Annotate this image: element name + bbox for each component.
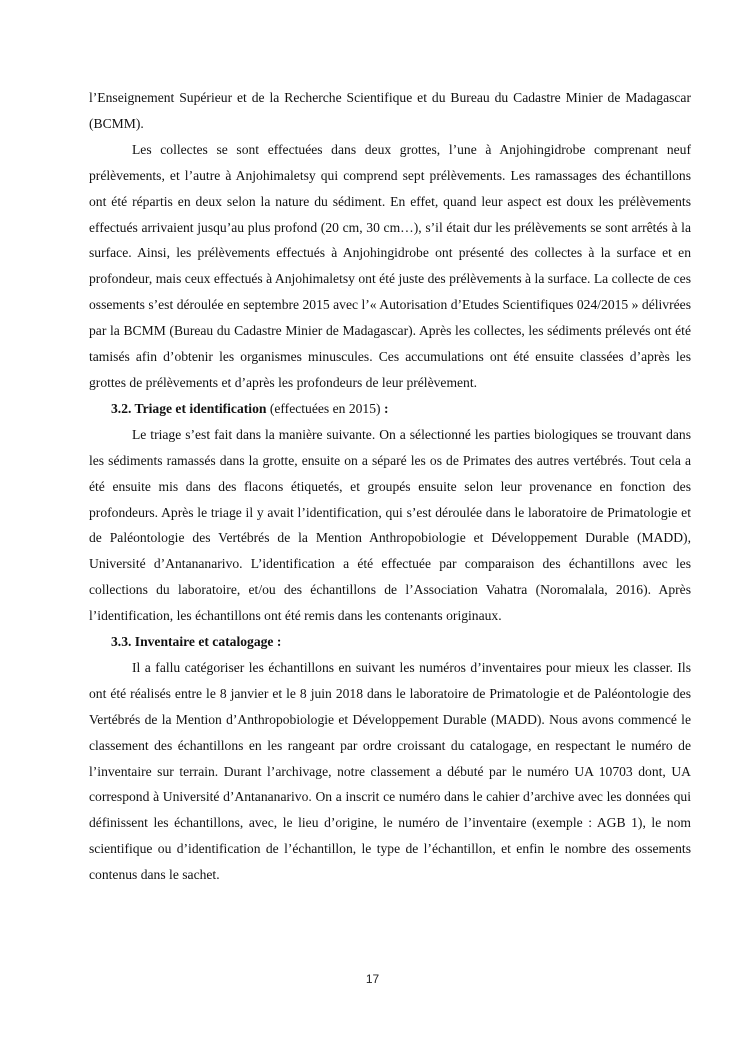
page-number: 17 — [365, 972, 380, 986]
section-heading-3-2-title: 3.2. Triage et identification — [111, 400, 267, 416]
paragraph-inventaire: Il a fallu catégoriser les échantillons en suivant les numéros d’inventaires pour mieux les classer. Ils ont été réalisés entre le 8 janvier et le 8 juin 2018 dans le laboratoire de Primatologie et de Paléontologie des Vertébrés de la Mention d’Anthropobiologie et Développement Durable (MADD). Nous avons commencé le classement des échantillons en les rangeant par ordre croissant du catalogage, en respectant le numéro de l’inventaire sur terrain. Durant l’archivage, notre classement a débuté par le numéro UA 10703 dont, UA correspond à Université d’Antananarivo. On a inscrit ce numéro dans le cahier d’archive avec les données qui définissent les échantillons, avec, le lieu d’origine, le numéro de l’inventaire (exemple : AGB 1), le nom scientifique ou d’identification de l’échantillon, le type de l’échantillon, et enfin le nombre des ossements contenus dans le sachet. — [89, 659, 691, 883]
paragraph-collectes: Les collectes se sont effectuées dans deux grottes, l’une à Anjohingidrobe comprenant neuf prélèvements, et l’autre à Anjohimaletsy qui comprend sept prélèvements. Les ramassages des échantillons ont été répartis en deux selon la nature du sédiment. En effet, quand leur aspect est doux les prélèvements effectués arrivaient jusqu’au plus profond (20 cm, 30 cm…), s’il était dur les prélèvements se sont arrêtés à la surface. Ainsi, les prélèvements effectués à Anjohingidrobe ont présenté des collectes à la surface et en profondeur, mais ceux effectués à Anjohimaletsy ont été juste des prélèvements à la surface. La collecte de ces ossements s’est déroulée en septembre 2015 avec l’« Autorisation d’Etudes Scientifiques 024/2015 » délivrées par la BCMM (Bureau du Cadastre Minier de Madagascar). Après les collectes, les sédiments prélevés ont été tamisés afin d’obtenir les organismes minuscules. Ces accumulations ont été ensuite classées d’après les grottes de prélèvements et d’après les profondeurs de leur prélèvement. — [89, 141, 691, 390]
section-heading-3-2-note: (effectuées en 2015) — [266, 400, 384, 416]
page-body — [89, 85, 691, 888]
section-heading-3-2-colon: : — [383, 400, 389, 416]
section-heading-3-2 — [89, 396, 691, 422]
section-heading-3-3 — [89, 629, 691, 655]
paragraph-continuation: l’Enseignement Supérieur et de la Recherche Scientifique et du Bureau du Cadastre Minier de Madagascar (BCMM). — [89, 90, 691, 131]
section-heading-3-3-title: 3.3. Inventaire et catalogage : — [111, 634, 282, 650]
paragraph-triage: Le triage s’est fait dans la manière suivante. On a sélectionné les parties biologiques se trouvant dans les sédiments ramassés dans la grotte, ensuite on a séparé les os de Primates des autres vertébrés. Tout cela a été ensuite mis dans des flacons étiquetés, et groupés ensuite selon leur provenance en fonction des profondeurs. Après le triage il y avait l’identification, qui s’est déroulée dans le laboratoire de Primatologie et de Paléontologie des Vertébrés de la Mention Anthropobiologie et Développement Durable (MADD), Université d’Antananarivo. L’identification a été effectuée par comparaison des échantillons avec les collections du laboratoire, et/ou des échantillons de l’Association Vahatra (Noromalala, 2016). Après l’identification, les échantillons ont été remis dans les contenants originaux. — [89, 426, 691, 624]
